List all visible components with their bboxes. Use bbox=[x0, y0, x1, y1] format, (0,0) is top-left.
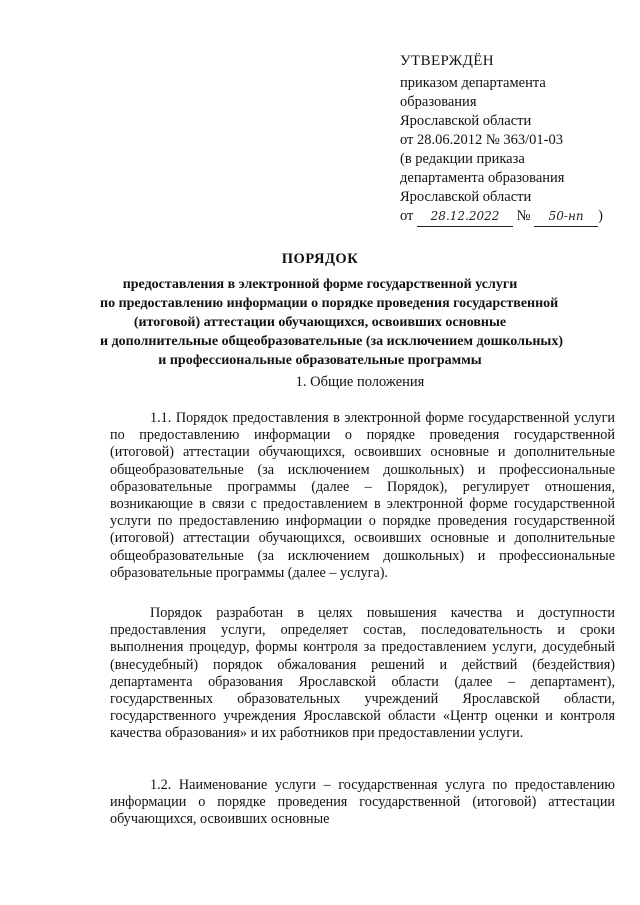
approval-stamp bbox=[400, 52, 630, 227]
paragraph-1-1 bbox=[110, 410, 615, 582]
handwritten-date: 28.12.2022 bbox=[417, 207, 513, 227]
sig-prefix: от bbox=[400, 208, 414, 224]
title-line: предоставления в электронной форме государственной услуги bbox=[122, 277, 518, 292]
paragraph-text: 1.2. Наименование услуги – государственная услуга по предоставлению информации о порядке проведения государственной (итоговой) аттестации обучающихся, освоивших основные bbox=[110, 777, 615, 828]
section-heading: 1. Общие положения bbox=[295, 374, 425, 390]
title-line: по предоставлению информации о порядке проведения государственной bbox=[100, 296, 559, 311]
approval-line: (в редакции приказа bbox=[400, 151, 525, 167]
approval-line: Ярославской области bbox=[400, 113, 532, 129]
title-line: и профессиональные образовательные программы bbox=[158, 353, 482, 368]
sig-num-prefix: № bbox=[516, 208, 531, 224]
approval-signature-line bbox=[400, 207, 630, 227]
paragraph-1-2 bbox=[110, 777, 615, 829]
sig-suffix: ) bbox=[598, 208, 603, 224]
handwritten-number: 50-нп bbox=[534, 207, 598, 227]
paragraph-text: 1.1. Порядок предоставления в электронной форме государственной услуги по предоставлению информации о порядке проведения государственной (итоговой) аттестации обучающихся, освоивших основные и дополнительные общеобразовательные (за исключением дошкольных) и профессиональные образовательные программы (далее – Порядок), регулирует отношения, возникающие в связи с предоставлением в электронной форме государственной услуги по предоставлению информации о порядке проведения государственной (итоговой) аттестации обучающихся, освоивших основные и дополнительные общеобразовательные (за исключением дошкольных) и профессиональные образовательные программы (далее – услуга). bbox=[110, 410, 615, 581]
paragraph-purpose bbox=[110, 605, 615, 743]
approval-line: Ярославской области bbox=[400, 189, 532, 205]
approval-line: приказом департамента bbox=[400, 75, 546, 91]
approval-line: от 28.06.2012 № 363/01-03 bbox=[400, 132, 563, 148]
title-line: и дополнительные общеобразовательные (за исключением дошкольных) bbox=[100, 334, 564, 349]
paragraph-text: Порядок разработан в целях повышения качества и доступности предоставления услуги, определяет состав, последовательность и сроки выполнения процедур, формы контроля за предоставлением услуги, досудебный (внесудебный) порядок обжалования решений и действий (бездействия) департамента образования Ярославской области (далее – департамент), государственных образовательных учреждений Ярославской области, государственного учреждения Ярославской области «Центр оценки и контроля качества образования» и их работников при предоставлении услуги. bbox=[110, 605, 615, 742]
title-line: (итоговой) аттестации обучающихся, освоивших основные bbox=[133, 315, 507, 330]
document-title: ПОРЯДОК bbox=[281, 251, 359, 267]
document-title-block bbox=[100, 250, 564, 370]
approval-heading: УТВЕРЖДЁН bbox=[400, 53, 495, 69]
approval-line: департамента образования bbox=[400, 170, 565, 186]
approval-line: образования bbox=[400, 94, 477, 110]
